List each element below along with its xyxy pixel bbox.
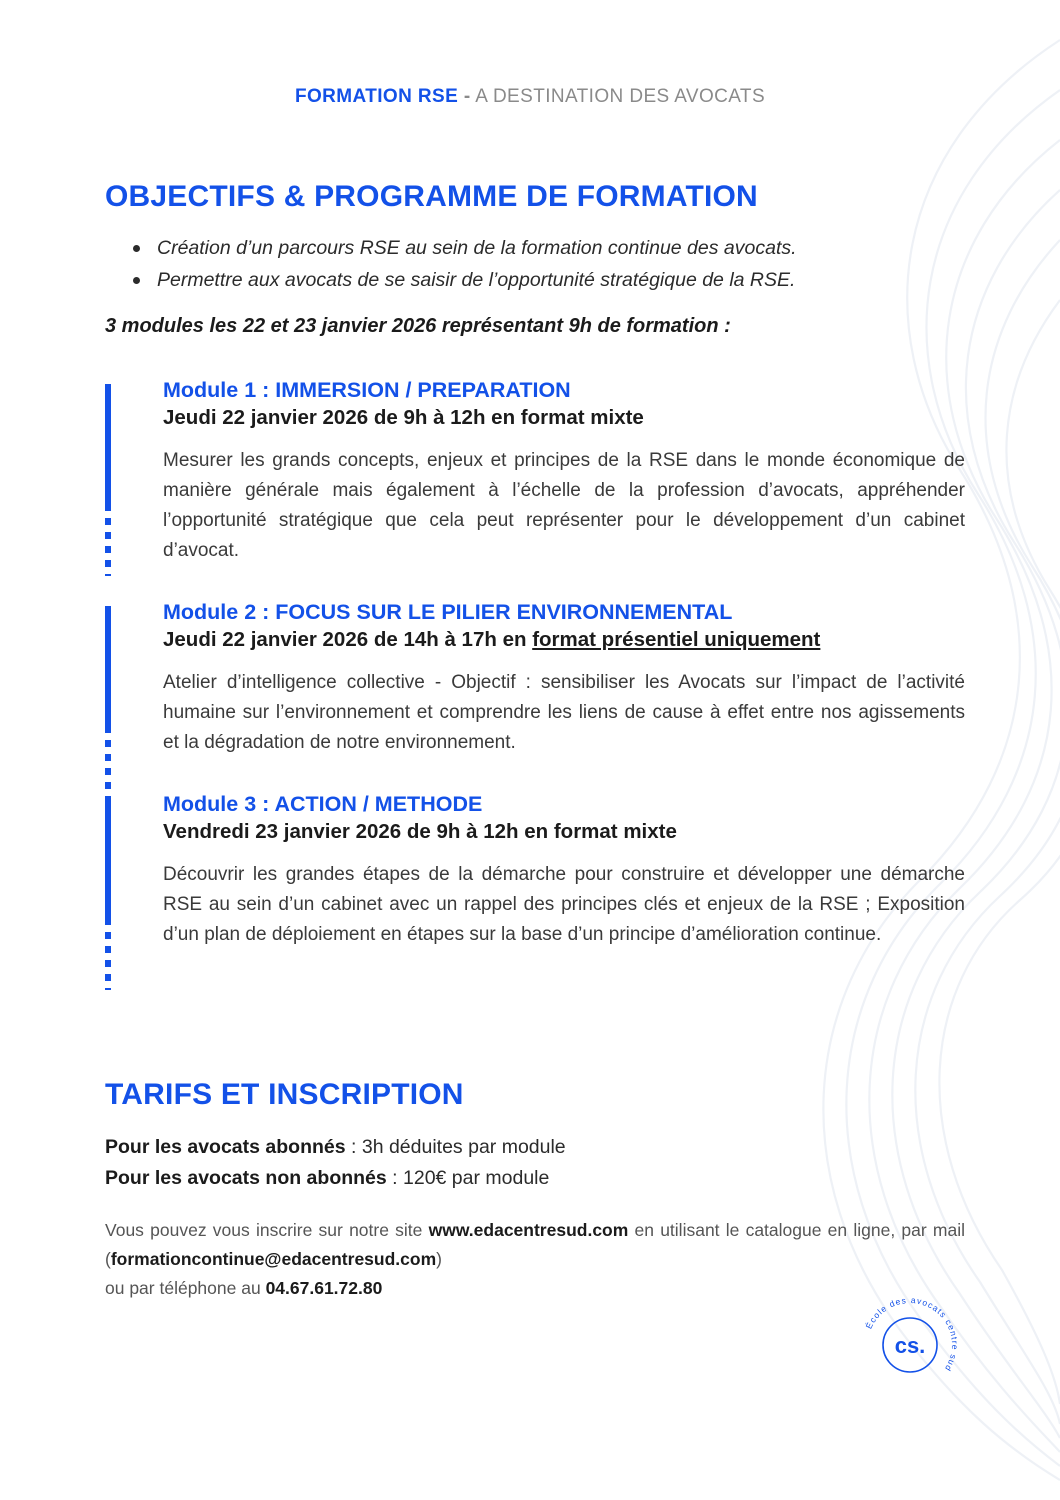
accent-bar-dashed bbox=[105, 726, 111, 798]
module-block-3 bbox=[105, 792, 965, 950]
module-title-2: Module 2 : FOCUS SUR LE PILIER ENVIRONNEMENTAL bbox=[163, 600, 733, 624]
accent-bar-solid bbox=[105, 798, 111, 918]
contact-paragraph bbox=[105, 1216, 965, 1303]
edacentresud-logo bbox=[855, 1290, 965, 1400]
accent-bar-dashed bbox=[105, 504, 111, 576]
module-block-2 bbox=[105, 600, 965, 758]
contact-phone-label: ou par téléphone au bbox=[105, 1278, 266, 1298]
tarifs-line-1-label: Pour les avocats abonnés bbox=[105, 1136, 346, 1158]
modules-intro-text: 3 modules les 22 et 23 janvier 2026 représentant 9h de formation : bbox=[105, 315, 731, 337]
contact-text-mid: en utilisant le catalogue en ligne, par mail ( bbox=[105, 1220, 965, 1269]
tarifs-line-2-label: Pour les avocats non abonnés bbox=[105, 1167, 387, 1189]
contact-text-post: ) bbox=[436, 1249, 442, 1269]
tarifs-line-1-value: : 3h déduites par module bbox=[345, 1136, 566, 1158]
logo-icon bbox=[855, 1290, 965, 1400]
module-block-1 bbox=[105, 378, 965, 566]
objectifs-section-title: OBJECTIFS & PROGRAMME DE FORMATION bbox=[105, 180, 758, 213]
document-header bbox=[0, 0, 1060, 108]
objectifs-bullet-list bbox=[105, 232, 993, 296]
accent-bar-solid bbox=[105, 606, 111, 726]
module-title-1: Module 1 : IMMERSION / PREPARATION bbox=[163, 378, 571, 402]
modules-container bbox=[105, 378, 965, 984]
tarifs-lines bbox=[105, 1132, 965, 1194]
tarifs-line-2-value: : 120€ par module bbox=[386, 1167, 550, 1189]
module-date-text-3: Vendredi 23 janvier 2026 de 9h à 12h en format mixte bbox=[163, 820, 677, 843]
contact-text-pre: Vous pouvez vous inscrire sur notre site bbox=[105, 1220, 429, 1240]
module-body-3: Découvrir les grandes étapes de la démarche pour construire et développer une démarche RSE au sein d’un cabinet avec un rappel des principes clés et enjeux de la RSE ; Exposition d’un plan de déploiement en étapes sur la base d’un principe d’amélioration continue. bbox=[163, 864, 965, 945]
module-date-1 bbox=[163, 406, 965, 430]
logo-monogram: cs. bbox=[894, 1333, 926, 1358]
phone-number: 04.67.61.72.80 bbox=[265, 1278, 383, 1298]
module-date-text-1: Jeudi 22 janvier 2026 de 9h à 12h en format mixte bbox=[163, 406, 644, 429]
list-item: Création d’un parcours RSE au sein de la formation continue des avocats. bbox=[133, 232, 993, 264]
header-dash: - bbox=[463, 86, 471, 107]
accent-bar-solid bbox=[105, 384, 111, 504]
module-body-1: Mesurer les grands concepts, enjeux et principes de la RSE dans le monde économique de manière générale mais également à l’échelle de la profession d’avocats, appréhender l’opportunité stratégique que cela peut représenter pour le développement d’un cabinet d’avocat. bbox=[163, 450, 965, 561]
logo-ring-text: École des avocats centre sud bbox=[863, 1294, 961, 1374]
module-title-3: Module 3 : ACTION / METHODE bbox=[163, 792, 483, 816]
header-title-strong: FORMATION RSE bbox=[294, 86, 459, 107]
tarifs-line-2 bbox=[105, 1163, 965, 1194]
module-date-3 bbox=[163, 820, 965, 844]
accent-bar-dashed bbox=[105, 918, 111, 990]
module-accent-bar-2 bbox=[105, 606, 111, 764]
website-link[interactable]: www.edacentresud.com bbox=[428, 1220, 629, 1240]
module-accent-bar-3 bbox=[105, 798, 111, 956]
list-item: Permettre aux avocats de se saisir de l’opportunité stratégique de la RSE. bbox=[133, 264, 993, 296]
email-link[interactable]: formationcontinue@edacentresud.com bbox=[110, 1249, 437, 1269]
module-date-underlined-2: format présentiel uniquement bbox=[532, 628, 821, 651]
module-body-2: Atelier d’intelligence collective - Objectif : sensibiliser les Avocats sur l’impact de l’activité humaine sur l’environnement et comprendre les liens de cause à effet entre nos agissements et la dégradation de notre environnement. bbox=[163, 672, 965, 753]
module-date-text-2: Jeudi 22 janvier 2026 de 14h à 17h en bbox=[163, 628, 533, 651]
tarifs-line-1 bbox=[105, 1132, 965, 1163]
module-accent-bar-1 bbox=[105, 384, 111, 572]
tarifs-section-title: TARIFS ET INSCRIPTION bbox=[105, 1078, 464, 1111]
contact-phone-line bbox=[105, 1274, 965, 1303]
module-date-2 bbox=[163, 628, 965, 652]
header-subtitle: A DESTINATION DES AVOCATS bbox=[475, 86, 766, 107]
